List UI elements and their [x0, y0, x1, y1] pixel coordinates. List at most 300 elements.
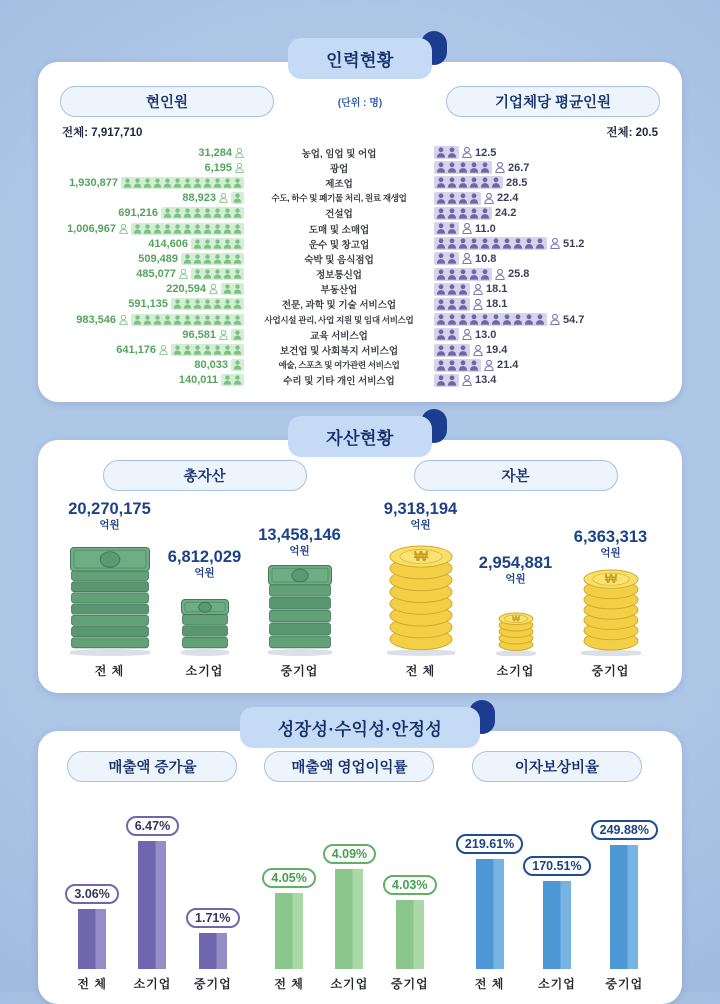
average-value: 21.4	[497, 359, 519, 372]
headcount-cell	[60, 283, 244, 295]
asset-value: 20,270,175	[68, 500, 151, 518]
person-icon	[193, 315, 202, 325]
headcount-cell	[60, 268, 244, 280]
headcount-cell	[60, 162, 244, 174]
person-icon	[233, 299, 242, 309]
pictogram-strip	[434, 252, 459, 265]
partial-person	[462, 375, 472, 386]
bar-value-badge: 1.71%	[186, 908, 239, 928]
industry-label: 농업, 임업 및 어업	[301, 148, 377, 160]
headcount-cell	[60, 253, 244, 265]
average-cell	[434, 161, 660, 174]
person-icon	[223, 239, 232, 249]
average-value: 18.1	[486, 298, 508, 311]
person-icon	[436, 269, 446, 280]
average-value: 13.4	[475, 374, 497, 387]
section-assets	[0, 416, 720, 693]
assets-card	[38, 440, 682, 693]
asset-value: 6,363,313	[573, 528, 648, 546]
person-icon	[203, 345, 212, 355]
person-icon	[469, 208, 479, 219]
average-cell	[434, 146, 660, 159]
total-assets-header: 총자산	[103, 460, 307, 491]
pictogram-strip	[434, 344, 470, 357]
bar-value-badge: 170.51%	[523, 856, 590, 876]
headcount-value: 485,077	[136, 268, 176, 281]
person-icon	[219, 330, 228, 340]
pictogram-strip	[434, 192, 481, 205]
bar-value-badge: 6.47%	[126, 816, 179, 836]
headcount-value: 691,216	[118, 207, 158, 220]
person-icon	[203, 178, 212, 188]
person-icon	[550, 314, 560, 325]
bar	[610, 845, 638, 969]
pictogram-strip	[434, 283, 470, 296]
bar-category-label: 전 체	[474, 977, 505, 991]
person-icon	[462, 329, 472, 340]
person-icon	[183, 208, 192, 218]
person-icon	[491, 177, 501, 188]
person-icon	[233, 239, 242, 249]
headcount-cell	[60, 147, 244, 159]
industry-row	[60, 342, 660, 357]
partial-person	[462, 147, 472, 158]
bar-category-label: 중기업	[193, 977, 232, 991]
bar	[396, 900, 424, 969]
person-icon	[480, 269, 490, 280]
person-icon	[183, 299, 192, 309]
headcount-cell	[60, 329, 244, 341]
average-cell	[434, 176, 660, 189]
headcount-cell	[60, 207, 244, 219]
person-icon	[513, 314, 523, 325]
personnel-card	[38, 62, 682, 402]
metrics-pill-holder	[240, 707, 481, 748]
person-icon	[163, 208, 172, 218]
asset-item	[373, 501, 468, 679]
person-icon	[436, 314, 446, 325]
industry-label: 교육 서비스업	[310, 330, 368, 342]
person-icon	[153, 178, 162, 188]
average-cell	[434, 268, 660, 281]
person-icon	[159, 345, 168, 355]
average-cell	[434, 344, 660, 357]
industry-label: 운수 및 창고업	[308, 239, 370, 251]
asset-category-label: 전 체	[94, 664, 125, 678]
person-icon	[193, 224, 202, 234]
person-icon	[447, 223, 457, 234]
money-stack	[70, 547, 150, 656]
industry-label: 부동산업	[320, 285, 358, 297]
person-icon	[447, 193, 457, 204]
pictogram-strip	[434, 298, 470, 311]
metrics-card	[38, 731, 682, 1004]
partial-person	[550, 238, 560, 249]
person-icon	[235, 148, 244, 158]
person-icon	[143, 224, 152, 234]
person-icon	[436, 223, 446, 234]
won-symbol: ₩	[511, 612, 520, 623]
person-icon	[447, 360, 457, 371]
person-icon	[193, 254, 202, 264]
pictogram-strip	[121, 177, 244, 189]
industry-row	[60, 175, 660, 190]
person-icon	[491, 314, 501, 325]
person-icon	[480, 162, 490, 173]
average-cell	[434, 222, 660, 235]
bar-category-label: 전 체	[77, 977, 107, 991]
person-icon	[458, 208, 468, 219]
person-icon	[495, 269, 505, 280]
bar-category-label: 소기업	[330, 977, 369, 991]
person-icon	[458, 360, 468, 371]
person-icon	[495, 162, 505, 173]
bar-value-badge: 219.61%	[456, 834, 523, 854]
asset-stack	[181, 599, 229, 656]
total-assets-group	[62, 460, 347, 679]
person-icon	[469, 238, 479, 249]
partial-person	[473, 299, 483, 310]
industry-label: 도매 및 소매업	[308, 224, 370, 236]
bar-row	[259, 792, 440, 990]
pictogram-strip	[231, 329, 244, 341]
person-icon	[233, 224, 242, 234]
person-icon	[436, 299, 446, 310]
asset-unit: 억원	[600, 547, 621, 560]
partial-person	[550, 314, 560, 325]
bar-value-badge: 4.09%	[323, 844, 376, 864]
partial-person	[235, 148, 244, 158]
bar-value-badge: 3.06%	[65, 884, 118, 904]
person-icon	[173, 208, 182, 218]
person-icon	[447, 345, 457, 356]
pictogram-strip	[131, 223, 244, 235]
person-icon	[469, 193, 479, 204]
person-icon	[193, 345, 202, 355]
bar-column	[523, 792, 590, 990]
pictogram-strip	[221, 374, 244, 386]
money-stack	[268, 565, 332, 656]
metric-chart-header: 매출액 증가율	[67, 751, 237, 782]
person-icon	[213, 254, 222, 264]
person-icon	[213, 224, 222, 234]
partial-person	[119, 315, 128, 325]
person-icon	[143, 178, 152, 188]
person-icon	[233, 345, 242, 355]
industry-label: 정보통신업	[316, 270, 362, 282]
asset-unit: 억원	[410, 519, 431, 532]
asset-category-label: 중기업	[280, 664, 319, 678]
bar-column	[591, 792, 658, 990]
asset-item	[157, 501, 252, 679]
metric-chart	[259, 751, 440, 990]
bar-row	[62, 792, 243, 990]
asset-category-label: 소기업	[496, 664, 535, 678]
asset-category-label: 중기업	[591, 664, 630, 678]
headcount-value: 983,546	[76, 313, 116, 326]
person-icon	[153, 224, 162, 234]
person-icon	[233, 315, 242, 325]
person-icon	[458, 314, 468, 325]
partial-person	[179, 269, 188, 279]
asset-value: 9,318,194	[383, 500, 458, 518]
asset-item	[563, 501, 658, 679]
person-icon	[447, 238, 457, 249]
person-icon	[458, 345, 468, 356]
asset-value: 6,812,029	[167, 548, 242, 566]
asset-unit: 억원	[99, 519, 120, 532]
person-icon	[233, 208, 242, 218]
person-icon	[462, 375, 472, 386]
partial-person	[473, 345, 483, 356]
person-icon	[436, 177, 446, 188]
bar-category-label: 중기업	[390, 977, 429, 991]
person-icon	[173, 178, 182, 188]
industry-row	[60, 327, 660, 342]
pictogram-strip	[231, 359, 244, 371]
person-icon	[223, 299, 232, 309]
coin-stack	[581, 568, 641, 656]
person-icon	[484, 360, 494, 371]
headcount-value: 591,135	[128, 298, 168, 311]
person-icon	[469, 269, 479, 280]
person-icon	[480, 238, 490, 249]
person-icon	[233, 269, 242, 279]
money-stack	[181, 599, 229, 656]
average-cell	[434, 283, 660, 296]
person-icon	[223, 224, 232, 234]
average-cell	[434, 192, 660, 205]
headcount-cell	[60, 359, 244, 371]
average-value: 25.8	[508, 268, 530, 281]
metrics-title-wrap	[0, 707, 720, 748]
average-value: 13.0	[475, 328, 497, 341]
partial-person	[462, 329, 472, 340]
headcount-value: 6,195	[204, 161, 232, 174]
asset-stack	[496, 611, 536, 656]
industry-row	[60, 236, 660, 251]
section-metrics	[0, 707, 720, 1004]
average-value: 51.2	[563, 237, 585, 250]
asset-value: 13,458,146	[258, 526, 341, 544]
person-icon	[213, 299, 222, 309]
average-value: 22.4	[497, 192, 519, 205]
industry-row	[60, 358, 660, 373]
assets-title-wrap	[0, 416, 720, 457]
bar-column	[183, 792, 243, 990]
bar-row	[456, 792, 658, 990]
partial-person	[209, 284, 218, 294]
person-icon	[447, 162, 457, 173]
bar-value-badge: 4.05%	[262, 868, 315, 888]
person-icon	[436, 162, 446, 173]
pictogram-strip	[434, 313, 547, 326]
assets-pill-holder	[288, 416, 432, 457]
asset-sides	[62, 460, 658, 679]
personnel-headers	[60, 86, 660, 117]
industry-row	[60, 373, 660, 388]
average-cell	[434, 237, 660, 250]
industry-row	[60, 221, 660, 236]
headcount-value: 96,581	[182, 328, 216, 341]
person-icon	[480, 314, 490, 325]
average-value: 10.8	[475, 252, 497, 265]
person-icon	[223, 208, 232, 218]
person-icon	[203, 269, 212, 279]
headcount-value: 1,930,877	[69, 176, 118, 189]
asset-stack	[268, 565, 332, 656]
capital-header: 자본	[414, 460, 618, 491]
person-icon	[163, 315, 172, 325]
headcount-cell	[60, 223, 244, 235]
personnel-pill-holder	[288, 38, 432, 79]
person-icon	[213, 345, 222, 355]
person-icon	[233, 284, 242, 294]
asset-unit: 억원	[505, 573, 526, 586]
bar-value-badge: 249.88%	[591, 820, 658, 840]
asset-value-block	[168, 549, 241, 579]
average-value: 18.1	[486, 283, 508, 296]
person-icon	[462, 147, 472, 158]
person-icon	[436, 284, 446, 295]
person-icon	[203, 299, 212, 309]
bar	[275, 893, 303, 969]
average-cell	[434, 328, 660, 341]
bar-column	[259, 792, 319, 990]
asset-stack	[70, 547, 150, 656]
person-icon	[447, 269, 457, 280]
avg-total-label: 전체: 20.5	[606, 127, 658, 139]
person-icon	[203, 254, 212, 264]
person-icon	[119, 315, 128, 325]
industry-label: 수도, 하수 및 폐기물 처리, 원료 재생업	[271, 193, 407, 204]
headcount-value: 220,594	[166, 283, 206, 296]
coin-stack	[496, 611, 536, 656]
person-icon	[436, 208, 446, 219]
person-icon	[469, 177, 479, 188]
metric-chart-header: 매출액 영업이익률	[264, 751, 434, 782]
person-icon	[473, 299, 483, 310]
average-value: 28.5	[506, 176, 528, 189]
average-value: 26.7	[508, 161, 530, 174]
headcount-cell	[60, 374, 244, 386]
won-symbol: ₩	[413, 548, 428, 566]
metric-grid	[62, 751, 658, 990]
partial-person	[495, 269, 505, 280]
person-icon	[447, 147, 457, 158]
person-icon	[524, 238, 534, 249]
person-icon	[524, 314, 534, 325]
pictogram-strip	[434, 176, 503, 189]
average-cell	[434, 313, 660, 326]
person-icon	[491, 238, 501, 249]
headcount-value: 414,606	[148, 237, 188, 250]
won-symbol: ₩	[604, 571, 617, 587]
bar-category-label: 전 체	[274, 977, 304, 991]
unit-note: (단위 : 명)	[337, 98, 383, 109]
person-icon	[173, 224, 182, 234]
person-icon	[447, 329, 457, 340]
coin-stack	[387, 544, 455, 656]
pictogram-strip	[231, 192, 244, 204]
person-icon	[447, 314, 457, 325]
person-icon	[436, 253, 446, 264]
partial-person	[219, 330, 228, 340]
average-cell	[434, 252, 660, 265]
average-cell	[434, 207, 660, 220]
person-icon	[223, 284, 232, 294]
headcount-value: 140,011	[178, 374, 218, 387]
bar	[138, 841, 166, 969]
partial-person	[473, 284, 483, 295]
person-icon	[203, 239, 212, 249]
industry-row	[60, 191, 660, 206]
person-icon	[183, 178, 192, 188]
industry-label: 제조업	[325, 178, 353, 190]
pictogram-strip	[434, 268, 492, 281]
headcount-cell	[60, 192, 244, 204]
personnel-section-title: 인력현황	[288, 38, 432, 79]
pictogram-strip	[191, 238, 244, 250]
current-total-label: 전체: 7,917,710	[62, 127, 143, 139]
headcount-cell	[60, 238, 244, 250]
bar-column	[319, 792, 379, 990]
person-icon	[193, 208, 202, 218]
pictogram-strip	[434, 328, 459, 341]
person-icon	[484, 193, 494, 204]
pictogram-strip	[181, 253, 244, 265]
personnel-title-wrap	[0, 38, 720, 79]
person-icon	[209, 284, 218, 294]
person-icon	[233, 375, 242, 385]
asset-unit: 억원	[194, 567, 215, 580]
industry-label: 예술, 스포츠 및 여가관련 서비스업	[278, 360, 400, 371]
industry-row	[60, 251, 660, 266]
person-icon	[173, 299, 182, 309]
person-icon	[133, 178, 142, 188]
pictogram-strip	[171, 344, 244, 356]
asset-value-block	[258, 527, 341, 557]
person-icon	[458, 177, 468, 188]
person-icon	[173, 345, 182, 355]
average-cell	[434, 298, 660, 311]
average-value: 12.5	[475, 146, 497, 159]
metric-chart	[456, 751, 658, 990]
person-icon	[436, 147, 446, 158]
headcount-value: 1,006,967	[67, 222, 116, 235]
headcount-cell	[60, 177, 244, 189]
partial-person	[159, 345, 168, 355]
person-icon	[447, 284, 457, 295]
person-icon	[203, 208, 212, 218]
bar-category-label: 소기업	[538, 977, 576, 991]
person-icon	[480, 208, 490, 219]
person-icon	[535, 238, 545, 249]
assets-section-title: 자산현황	[288, 416, 432, 457]
person-icon	[193, 178, 202, 188]
partial-person	[119, 224, 128, 234]
average-cell	[434, 359, 660, 372]
person-icon	[502, 314, 512, 325]
person-icon	[447, 208, 457, 219]
person-icon	[179, 269, 188, 279]
person-icon	[458, 238, 468, 249]
person-icon	[469, 360, 479, 371]
person-icon	[213, 239, 222, 249]
headcount-value: 509,489	[138, 252, 178, 265]
person-icon	[458, 284, 468, 295]
asset-items	[373, 501, 658, 679]
